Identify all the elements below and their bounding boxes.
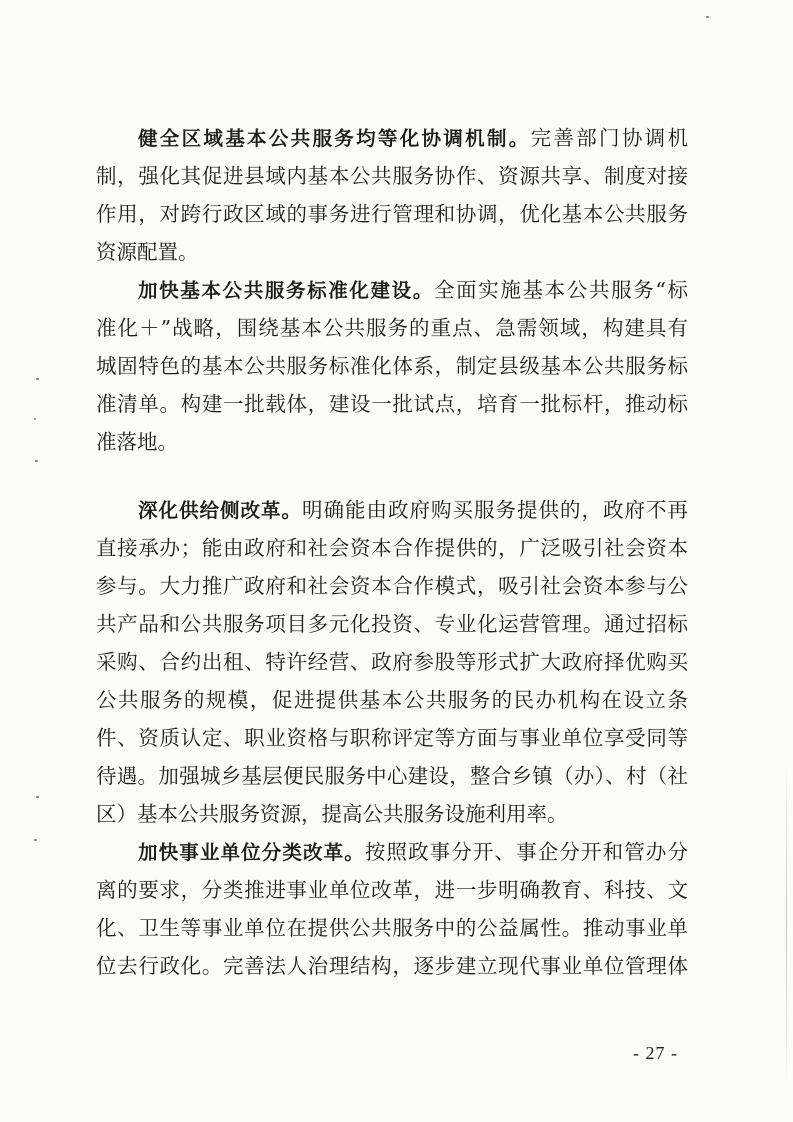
- paragraph-2-line-3: 城固特色的基本公共服务标准化体系，制定县级基本公共服务标: [96, 354, 688, 378]
- paragraph-4-line-2: 离的要求，分类推进事业单位改革，进一步明确教育、科技、文: [96, 878, 688, 902]
- paragraph-3-line-1-text: 明确能由政府购买服务提供的，政府不再: [302, 498, 688, 522]
- paragraph-2-line-2: 准化＋”战略，围绕基本公共服务的重点、急需领域，构建具有: [96, 316, 688, 340]
- paragraph-2-line-1: [138, 271, 688, 309]
- scan-speck: [35, 460, 38, 462]
- scan-speck: [34, 839, 37, 841]
- paragraph-4-line-3: 化、卫生等事业单位在提供公共服务中的公益属性。推动事业单: [96, 916, 688, 940]
- paragraph-1-line-4: 资源配置。: [96, 240, 199, 264]
- paragraph-1-line-2: 制，强化其促进县域内基本公共服务协作、资源共享、制度对接: [96, 164, 688, 188]
- paragraph-4-line-4: 位去行政化。完善法人治理结构，逐步建立现代事业单位管理体: [96, 954, 688, 978]
- paragraph-4-line-1-text: 按照政事分开、事企分开和管办分: [364, 840, 688, 864]
- paragraph-3-line-4: 共产品和公共服务项目多元化投资、专业化运营管理。通过招标: [96, 612, 688, 636]
- paragraph-1-line-3: 作用，对跨行政区域的事务进行管理和协调，优化基本公共服务: [96, 202, 688, 226]
- paragraph-2-line-5: 准落地。: [96, 430, 178, 454]
- paragraph-3-line-9: 区）基本公共服务资源，提高公共服务设施利用率。: [96, 802, 568, 826]
- paragraph-1-lead: 健全区域基本公共服务均等化协调机制。: [138, 127, 531, 150]
- paragraph-3-line-2: 直接承办；能由政府和社会资本合作提供的，广泛吸引社会资本: [96, 536, 688, 560]
- paragraph-3-line-3: 参与。大力推广政府和社会资本合作模式，吸引社会资本参与公: [96, 574, 688, 598]
- scan-speck: [36, 378, 39, 380]
- scan-speck: [706, 16, 709, 18]
- paragraph-2-line-1-text: 全面实施基本公共服务“标: [433, 278, 688, 302]
- paragraph-1-line-1-text: 完善部门协调机: [530, 126, 688, 150]
- paragraph-2-lead: 加快基本公共服务标准化建设。: [138, 279, 434, 302]
- paragraph-3-line-8: 待遇。加强城乡基层便民服务中心建设，整合乡镇（办）、村（社: [96, 764, 688, 788]
- paragraph-4-lead: 加快事业单位分类改革。: [138, 841, 365, 864]
- paragraph-3-lead: 深化供给侧改革。: [138, 499, 302, 522]
- paragraph-4-line-1: [138, 833, 688, 871]
- paragraph-3-line-7: 件、资质认定、职业资格与职称评定等方面与事业单位享受同等: [96, 726, 688, 750]
- scan-speck: [34, 418, 36, 420]
- paragraph-3-line-1: [138, 491, 688, 529]
- paragraph-3-line-5: 采购、合约出租、特许经营、政府参股等形式扩大政府择优购买: [96, 650, 688, 674]
- paragraph-2-line-4: 准清单。构建一批载体，建设一批试点，培育一批标杆，推动标: [96, 392, 688, 416]
- scan-speck: [36, 796, 39, 798]
- page-number: - 27 -: [633, 1043, 678, 1063]
- paragraph-3-line-6: 公共服务的规模，促进提供基本公共服务的民办机构在设立条: [96, 688, 688, 712]
- scan-edge-line: [786, 760, 787, 1090]
- paragraph-1-line-1: [138, 119, 688, 157]
